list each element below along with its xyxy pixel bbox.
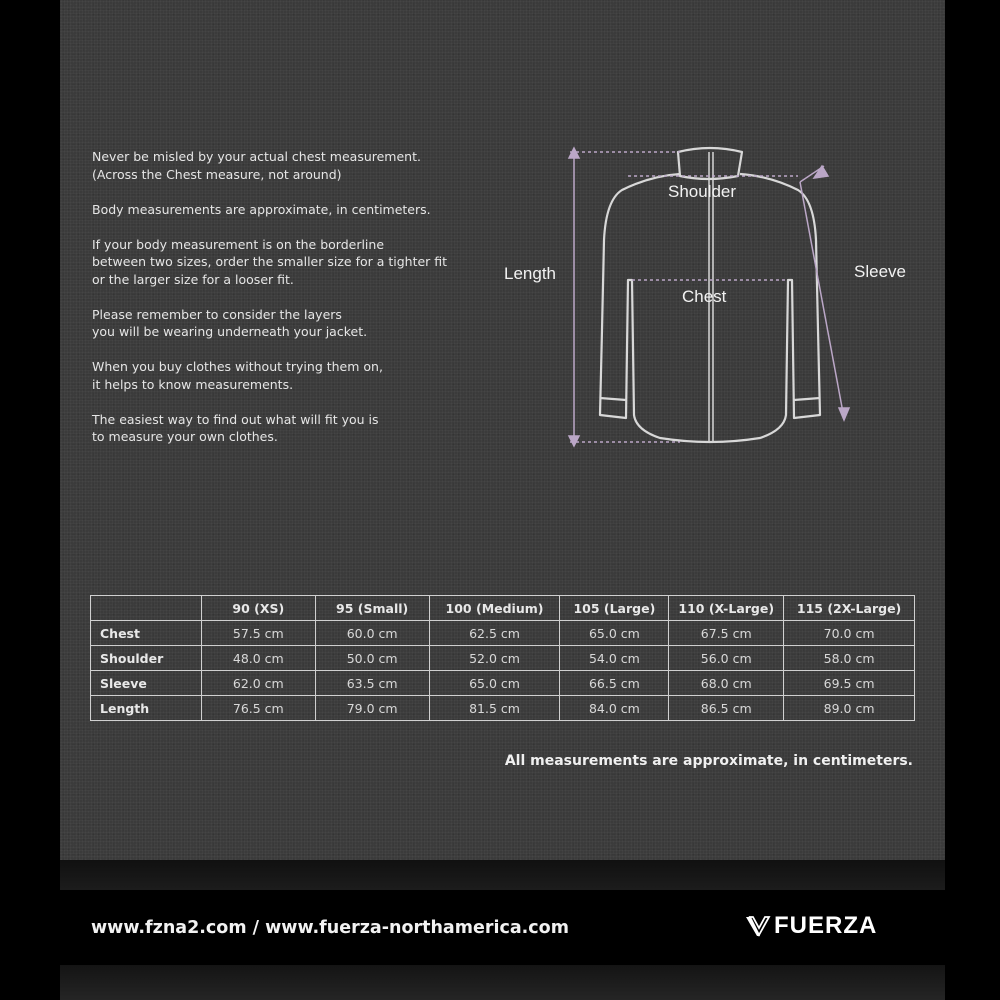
intro-paragraph: The easiest way to find out what will fit you is to measure your own clothes. xyxy=(92,411,379,444)
table-cell: 63.5 cm xyxy=(315,671,429,696)
sleeve-label: Sleeve xyxy=(854,262,906,281)
table-cell: 65.0 cm xyxy=(560,621,669,646)
table-cell: 57.5 cm xyxy=(201,621,315,646)
table-header-cell xyxy=(91,596,202,621)
table-cell: 69.5 cm xyxy=(784,671,915,696)
table-cell: 58.0 cm xyxy=(784,646,915,671)
table-cell: 48.0 cm xyxy=(201,646,315,671)
table-cell: 65.0 cm xyxy=(429,671,560,696)
intro-paragraph: Body measurements are approximate, in centimeters. xyxy=(92,201,431,217)
jacket-diagram xyxy=(480,130,940,460)
footer-urls[interactable]: www.fzna2.com / www.fuerza-northamerica.com xyxy=(91,918,569,938)
row-label: Sleeve xyxy=(91,671,202,696)
intro-paragraph: Never be misled by your actual chest measurement. (Across the Chest measure, not around) xyxy=(92,149,421,182)
table-row xyxy=(91,696,915,721)
table-cell: 52.0 cm xyxy=(429,646,560,671)
table-cell: 76.5 cm xyxy=(201,696,315,721)
table-cell: 66.5 cm xyxy=(560,671,669,696)
row-label: Chest xyxy=(91,621,202,646)
row-label: Length xyxy=(91,696,202,721)
table-cell: 54.0 cm xyxy=(560,646,669,671)
table-header-cell: 90 (XS) xyxy=(201,596,315,621)
brand-logo xyxy=(745,912,877,940)
table-cell: 81.5 cm xyxy=(429,696,560,721)
intro-paragraph: Please remember to consider the layers you will be wearing underneath your jacket. xyxy=(92,306,368,339)
table-cell: 79.0 cm xyxy=(315,696,429,721)
table-header-row xyxy=(91,596,915,621)
intro-paragraph: If your body measurement is on the borderline between two sizes, order the smaller size for a tighter fit or the larger size for a looser fit. xyxy=(92,236,448,287)
table-cell: 86.5 cm xyxy=(669,696,784,721)
table-cell: 56.0 cm xyxy=(669,646,784,671)
brand-name: FUERZA xyxy=(774,912,878,939)
table-header-cell: 110 (X-Large) xyxy=(669,596,784,621)
footer-band xyxy=(60,860,945,890)
size-table xyxy=(90,595,915,721)
table-cell: 67.5 cm xyxy=(669,621,784,646)
footer-band xyxy=(60,965,945,1000)
intro-paragraph: When you buy clothes without trying them on, it helps to know measurements. xyxy=(92,359,383,392)
table-cell: 62.0 cm xyxy=(201,671,315,696)
table-cell: 70.0 cm xyxy=(784,621,915,646)
intro-text xyxy=(92,148,472,463)
table-row xyxy=(91,621,915,646)
table-row xyxy=(91,646,915,671)
table-cell: 84.0 cm xyxy=(560,696,669,721)
fuerza-v-logo-icon xyxy=(745,914,771,938)
table-header-cell: 115 (2X-Large) xyxy=(784,596,915,621)
table-cell: 89.0 cm xyxy=(784,696,915,721)
chest-label: Chest xyxy=(682,287,727,306)
table-header-cell: 100 (Medium) xyxy=(429,596,560,621)
table-cell: 60.0 cm xyxy=(315,621,429,646)
table-row xyxy=(91,671,915,696)
table-header-cell: 105 (Large) xyxy=(560,596,669,621)
row-label: Shoulder xyxy=(91,646,202,671)
table-cell: 50.0 cm xyxy=(315,646,429,671)
table-header-cell: 95 (Small) xyxy=(315,596,429,621)
measurement-note: All measurements are approximate, in centimeters. xyxy=(504,753,913,769)
table-cell: 62.5 cm xyxy=(429,621,560,646)
shoulder-label: Shoulder xyxy=(668,182,737,201)
length-label: Length xyxy=(504,264,556,283)
table-cell: 68.0 cm xyxy=(669,671,784,696)
